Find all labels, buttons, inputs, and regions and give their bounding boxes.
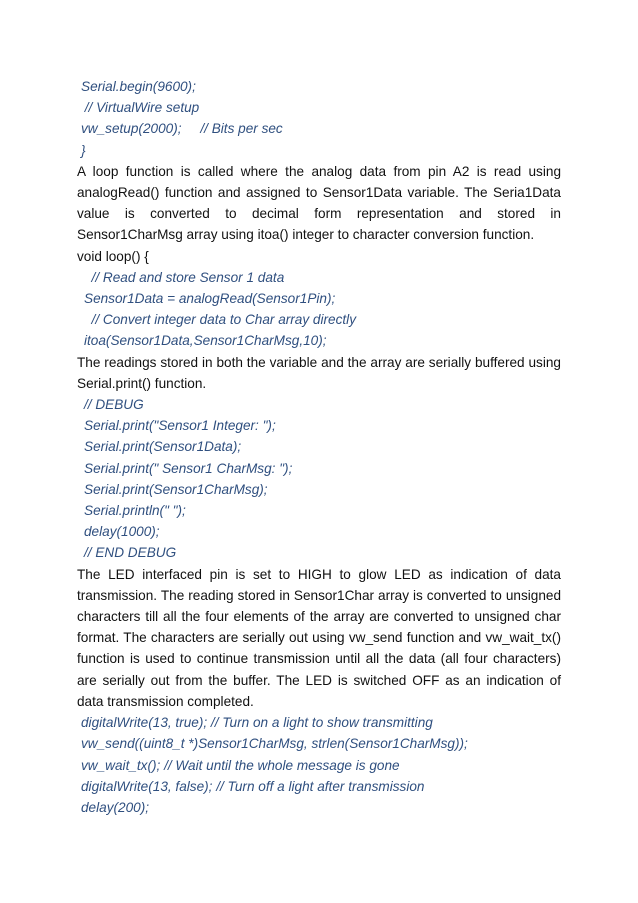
code-line: Sensor1Data = analogRead(Sensor1Pin); <box>84 291 336 307</box>
code-line: vw_wait_tx(); // Wait until the whole message is gone <box>81 757 400 773</box>
code-line: itoa(Sensor1Data,Sensor1CharMsg,10); <box>84 333 327 349</box>
code-line: Serial.print(Sensor1CharMsg); <box>84 481 268 497</box>
code-block-debug <box>77 394 561 564</box>
code-line: // Convert integer data to Char array directly <box>84 312 356 328</box>
page-content <box>77 76 561 818</box>
code-line: // DEBUG <box>84 397 144 413</box>
code-line: // END DEBUG <box>84 545 177 561</box>
code-block-setup <box>77 76 561 161</box>
code-line: digitalWrite(13, true); // Turn on a light to show transmitting <box>81 715 433 731</box>
loop-header: void loop() { <box>77 248 149 264</box>
code-line: // Read and store Sensor 1 data <box>84 269 285 285</box>
code-block-loop <box>77 267 561 352</box>
code-line: vw_setup(2000); // Bits per sec <box>81 121 283 137</box>
code-line: // VirtualWire setup <box>81 100 200 116</box>
code-line: Serial.print("Sensor1 Integer: "); <box>84 418 276 434</box>
paragraph-loop-description: A loop function is called where the analog data from pin A2 is read using analogRead() function and assigned to Sensor1Data variable. The Seria1Data value is converted to decimal form representation and stored in Sensor1CharMsg array using itoa() integer to character conversion function. <box>77 163 561 243</box>
code-line: vw_send((uint8_t *)Sensor1CharMsg, strlen(Sensor1CharMsg)); <box>81 736 468 752</box>
code-line: Serial.print(" Sensor1 CharMsg: "); <box>84 460 293 476</box>
code-line: Serial.println(" "); <box>84 503 186 519</box>
code-block-transmit <box>77 712 561 818</box>
code-line: Serial.print(Sensor1Data); <box>84 439 242 455</box>
code-line: delay(1000); <box>84 524 160 540</box>
paragraph-serial-buffer: The readings stored in both the variable and the array are serially buffered using Serial.print() function. <box>77 354 561 391</box>
code-line: Serial.begin(9600); <box>81 79 196 94</box>
paragraph-led-transmission: The LED interfaced pin is set to HIGH to glow LED as indication of data transmission. The reading stored in Sensor1Char array is converted to unsigned characters till all the four elements of the array are converted to unsigned char format. The characters are serially out using vw_send function and vw_wait_tx() function is used to continue transmission until all the data (all four characters) are serially out from the buffer. The LED is switched OFF as an indication of data transmission completed. <box>77 566 561 709</box>
code-line: } <box>81 142 86 158</box>
code-line: delay(200); <box>81 799 150 815</box>
code-line: digitalWrite(13, false); // Turn off a light after transmission <box>81 778 425 794</box>
